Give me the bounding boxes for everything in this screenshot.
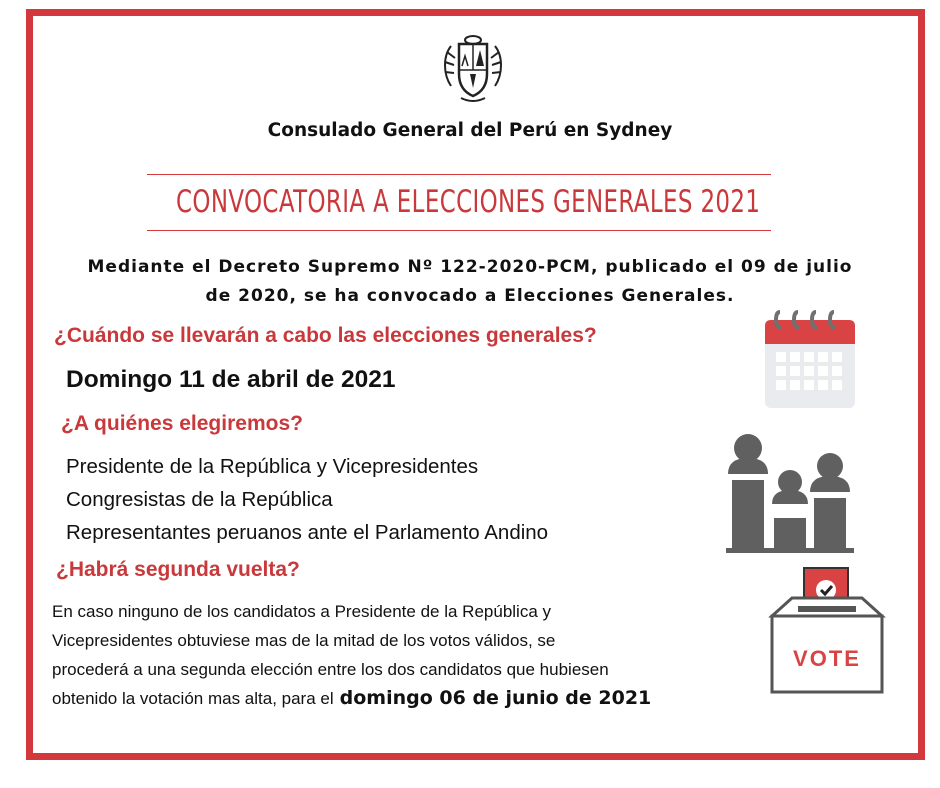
page-title: CONVOCATORIA A ELECCIONES GENERALES 2021 [176,184,761,220]
intro-line-2: de 2020, se ha convocado a Elecciones Generales. [205,286,735,306]
intro-line-1: Mediante el Decreto Supremo Nº 122-2020-PCM, publicado el 09 de julio [87,257,853,277]
ballot-label: VOTE [793,646,861,671]
paragraph-line: En caso ninguno de los candidatos a Presidente de la República y [52,602,552,621]
paragraph-line: procederá a una segunda elección entre los dos candidatos que hubiesen [52,660,609,679]
coat-of-arms-icon [437,34,509,106]
calendar-icon [762,306,858,410]
candidates-podium-icon [724,430,856,554]
list-item: Congresistas de la República [66,488,333,511]
title-top-rule [147,174,771,175]
second-round-paragraph [52,597,772,713]
second-round-question: ¿Habrá segunda vuelta? [56,558,300,581]
when-question: ¿Cuándo se llevarán a cabo las elecciones generales? [54,324,597,347]
paragraph-line-text: obtenido la votación mas alta, para el [52,689,334,708]
list-item: Presidente de la República y Vicepresidentes [66,455,479,478]
intro-paragraph [40,253,900,311]
who-question: ¿A quiénes elegiremos? [61,412,303,435]
paragraph-line-last [52,684,772,713]
list-item: Representantes peruanos ante el Parlamento Andino [66,521,549,544]
consulate-name: Consulado General del Perú en Sydney [267,120,673,141]
ballot-box-icon [768,566,886,694]
title-bottom-rule [147,230,771,231]
election-date: Domingo 11 de abril de 2021 [66,366,396,393]
paragraph-line: Vicepresidentes obtuviese mas de la mitad de los votos válidos, se [52,631,556,650]
candidates-list [66,450,548,549]
runoff-date: domingo 06 de junio de 2021 [339,687,652,709]
